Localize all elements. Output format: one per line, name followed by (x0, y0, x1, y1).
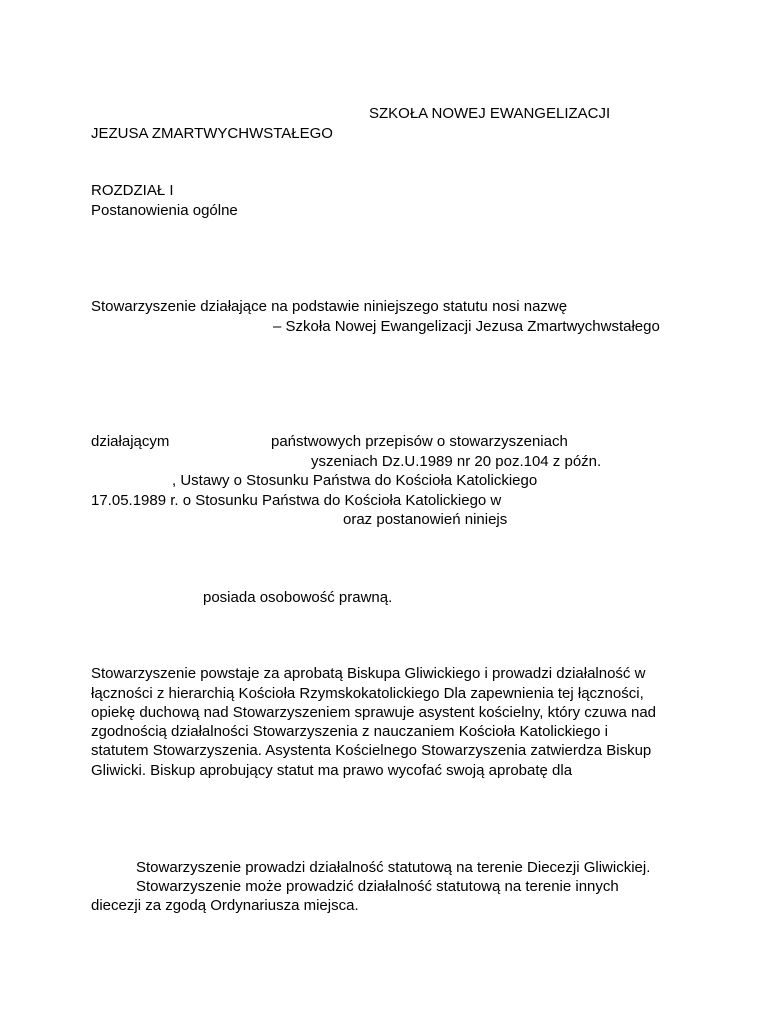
section4-line-5: statutem Stowarzyszenia. Asystenta Kościelnego Stowarzyszenia zatwierdza Biskup (91, 742, 652, 759)
document-title-line-2: JEZUSA ZMARTWYCHWSTAŁEGO (91, 125, 333, 142)
section2-line-3: , Ustawy o Stosunku Państwa do Kościoła Katolickiego (172, 472, 538, 489)
section3-line: posiada osobowość prawną. (203, 589, 393, 606)
section1-line-2: – Szkoła Nowej Ewangelizacji Jezusa Zmartwychwstałego (273, 318, 660, 335)
section5-line-2: Stowarzyszenie może prowadzić działalność statutową na terenie innych (136, 878, 619, 895)
section1-line-1: Stowarzyszenie działające na podstawie niniejszego statutu nosi nazwę (91, 298, 568, 315)
section4-line-3: opiekę duchową nad Stowarzyszeniem sprawuje asystent kościelny, który czuwa nad (91, 704, 657, 721)
section4-line-2: łączności z hierarchią Kościoła Rzymskokatolickiego Dla zapewnienia tej łączności, (91, 685, 644, 702)
section2-line-4: 17.05.1989 r. o Stosunku Państwa do Kościoła Katolickiego w (91, 492, 502, 509)
chapter-subtitle: Postanowienia ogólne (91, 202, 238, 219)
section2-line-2: yszeniach Dz.U.1989 nr 20 poz.104 z późn. (311, 453, 602, 470)
section4-line-1: Stowarzyszenie powstaje za aprobatą Biskupa Gliwickiego i prowadzi działalność w (91, 665, 646, 682)
section4-line-6: Gliwicki. Biskup aprobujący statut ma prawo wycofać swoją aprobatę dla (91, 762, 573, 779)
document-title-line-1: SZKOŁA NOWEJ EWANGELIZACJI (369, 105, 611, 122)
section2-word-1: działającym (91, 433, 170, 450)
chapter-heading: ROZDZIAŁ I (91, 182, 174, 199)
section5-line-1: Stowarzyszenie prowadzi działalność statutową na terenie Diecezji Gliwickiej. (136, 859, 651, 876)
section4-line-4: zgodnością działalności Stowarzyszenia z nauczaniem Kościoła Katolickiego i (91, 723, 608, 740)
section2-line-1: państwowych przepisów o stowarzyszeniach (271, 433, 568, 450)
section2-line-5: oraz postanowień niniejs (343, 511, 508, 528)
section5-line-3: diecezji za zgodą Ordynariusza miejsca. (91, 897, 359, 914)
